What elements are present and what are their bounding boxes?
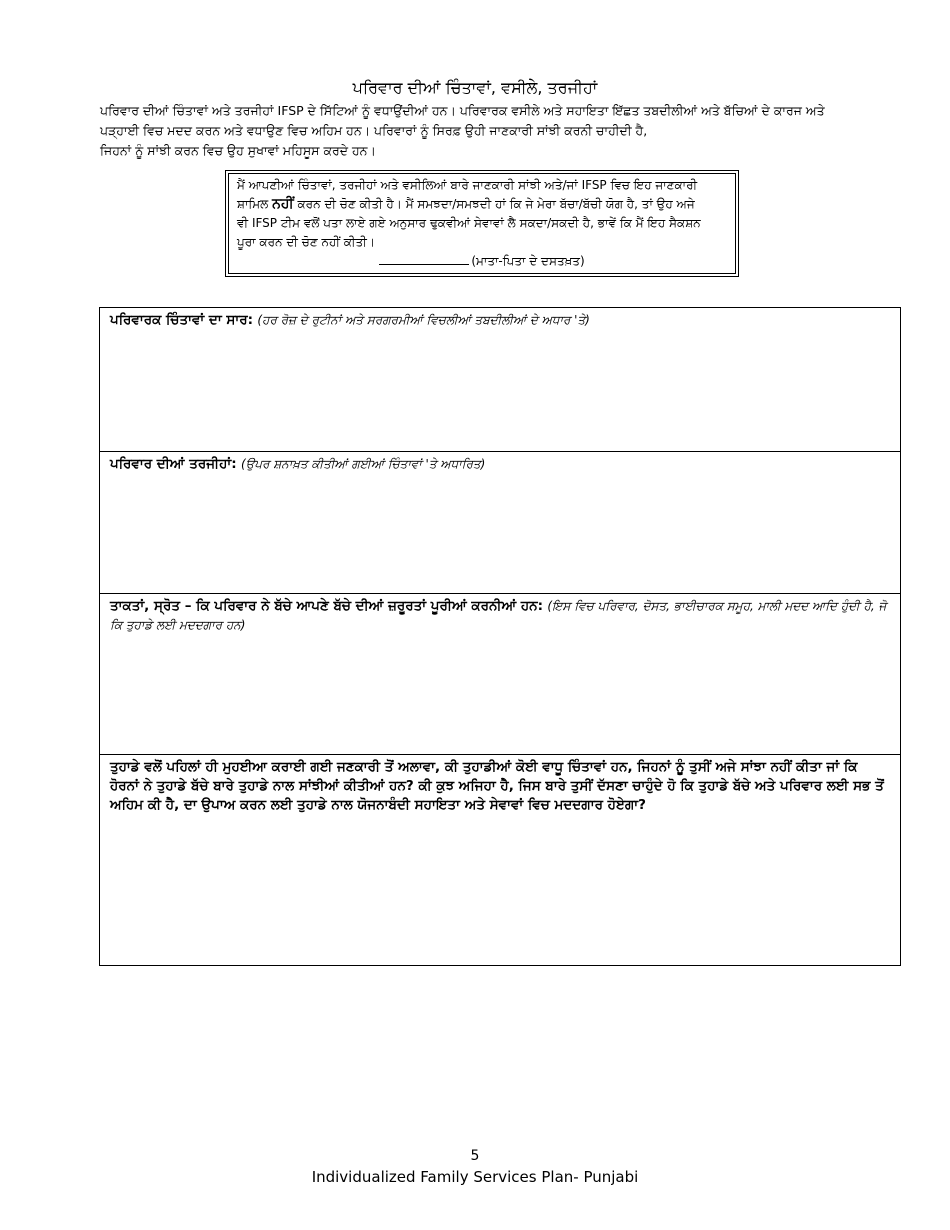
section-note: (ਹਰ ਰੋਜ਼ ਦੇ ਰੁਟੀਨਾਂ ਅਤੇ ਸਰਗਰਮੀਆਂ ਵਿਚਲੀਆਂ ਤਬਦੀਲੀਆਂ ਦੇ ਅਧਾਰ 'ਤੇ) <box>257 313 590 327</box>
consent-not-emphasis: ਨਹੀਂ <box>272 196 294 212</box>
opt-out-consent-inner <box>228 173 736 274</box>
family-priorities-field[interactable] <box>100 451 900 593</box>
family-concerns-summary-field[interactable] <box>100 308 900 451</box>
section-note: (ਇਸ ਵਿਚ ਪਰਿਵਾਰ, ਦੋਸਤ, ਭਾਈਚਾਰਕ ਸਮੂਹ, ਮਾਲੀ ਮਦਦ ਆਦਿ ਹੁੰਦੀ ਹੈ, ਜੋ ਕਿ ਤੁਹਾਡੇ ਲਈ ਮਦਦਗਾਰ ਹਨ) <box>110 599 887 632</box>
consent-line-4: ਪੂਰਾ ਕਰਨ ਦੀ ਚੋਣ ਨਹੀਂ ਕੀਤੀ। <box>237 235 375 249</box>
family-info-table <box>99 307 901 966</box>
section-heading: ਪਰਿਵਾਰ ਦੀਆਂ ਤਰਜੀਹਾਂ: <box>110 456 237 472</box>
section-heading: ਤਾਕਤਾਂ, ਸ੍ਰੋਤ – ਕਿ ਪਰਿਵਾਰ ਨੇ ਬੱਚੇ ਆਪਣੇ ਬੱਚੇ ਦੀਆਂ ਜ਼ਰੂਰਤਾਂ ਪੂਰੀਆਂ ਕਰਨੀਆਂ ਹਨ: <box>110 598 544 614</box>
page-number: 5 <box>470 1148 480 1164</box>
section-heading: ਪਰਿਵਾਰਕ ਚਿੰਤਾਵਾਂ ਦਾ ਸਾਰ: <box>110 312 254 328</box>
strengths-resources-field[interactable] <box>100 593 900 754</box>
signature-label: (ਮਾਤਾ-ਪਿਤਾ ਦੇ ਦਸਤਖ਼ਤ) <box>471 254 585 268</box>
consent-line-2-post: ਕਰਨ ਦੀ ਚੋਣ ਕੀਤੀ ਹੈ। ਮੈਂ ਸਮਝਦਾ/ਸਮਝਦੀ ਹਾਂ ਕਿ ਜੇ ਮੇਰਾ ਬੱਚਾ/ਬੱਚੀ ਯੋਗ ਹੈ, ਤਾਂ ਉਹ ਅਜੇ <box>293 197 695 211</box>
intro-line-3: ਜਿਹਨਾਂ ਨੂੰ ਸਾਂਝੀ ਕਰਨ ਵਿਚ ਉਹ ਸੁਖਾਵਾਂ ਮਹਿਸੂਸ ਕਰਦੇ ਹਨ। <box>100 143 376 158</box>
intro-line-1: ਪਰਿਵਾਰ ਦੀਆਂ ਚਿੰਤਾਵਾਂ ਅਤੇ ਤਰਜੀਹਾਂ IFSP ਦੇ ਸਿੱਟਿਆਂ ਨੂੰ ਵਧਾਉਂਦੀਆਂ ਹਨ। ਪਰਿਵਾਰਕ ਵਸੀਲੇ ਅਤੇ ਸਹਾਇਤਾ ਇੱਛਤ ਤਬਦੀਲੀਆਂ ਅਤੇ ਬੱਚਿਆਂ ਦੇ ਕਾਰਜ ਅਤੇ <box>100 103 825 118</box>
consent-line-2 <box>237 195 727 214</box>
parent-signature-field[interactable] <box>237 252 727 271</box>
footer-document-title: Individualized Family Services Plan- Punjabi <box>311 1168 639 1186</box>
page-title: ਪਰਿਵਾਰ ਦੀਆਂ ਚਿੰਤਾਵਾਂ, ਵਸੀਲੇ, ਤਰਜੀਹਾਂ <box>352 78 598 97</box>
section-note: (ਉਪਰ ਸ਼ਨਾਖ਼ਤ ਕੀਤੀਆਂ ਗਈਆਂ ਚਿੰਤਾਵਾਂ 'ਤੇ ਅਧਾਰਿਤ) <box>240 457 486 471</box>
signature-line[interactable] <box>379 252 469 265</box>
consent-line-3: ਵੀ IFSP ਟੀਮ ਵਲੋਂ ਪਤਾ ਲਾਏ ਗਏ ਅਨੁਸਾਰ ਢੁਕਵੀਆਂ ਸੇਵਾਵਾਂ ਲੈ ਸਕਦਾ/ਸਕਦੀ ਹੈ, ਭਾਵੇਂ ਕਿ ਮੈਂ ਇਹ ਸੈਕਸ਼ਨ <box>237 216 701 230</box>
opt-out-consent-box <box>225 170 739 277</box>
intro-paragraph <box>100 101 860 161</box>
consent-line-1: ਮੈਂ ਆਪਣੀਆਂ ਚਿੰਤਾਵਾਂ, ਤਰਜੀਹਾਂ ਅਤੇ ਵਸੀਲਿਆਂ ਬਾਰੇ ਜਾਣਕਾਰੀ ਸਾਂਝੀ ਅਤੇ/ਜਾਂ IFSP ਵਿਚ ਇਹ ਜਾਣਕਾਰੀ <box>237 178 698 192</box>
section-heading: ਤੁਹਾਡੇ ਵਲੋਂ ਪਹਿਲਾਂ ਹੀ ਮੁਹਈਆ ਕਰਾਈ ਗਈ ਜਣਕਾਰੀ ਤੋਂ ਅਲਾਵਾ, ਕੀ ਤੁਹਾਡੀਆਂ ਕੋਈ ਵਾਧੂ ਚਿੰਤਾਵਾਂ ਹਨ, ਜਿਹਨਾਂ ਨੂੰ ਤੁਸੀਂ ਅਜੇ ਸਾਂਝਾ ਨਹੀਂ ਕੀਤਾ ਜਾਂ ਕਿ ਹੋਰਨਾਂ ਨੇ ਤੁਹਾਡੇ ਬੱਚੇ ਬਾਰੇ ਤੁਹਾਡੇ ਨਾਲ ਸਾਂਝੀਆਂ ਕੀਤੀਆਂ ਹਨ? ਕੀ ਕੁਝ ਅਜਿਹਾ ਹੈ, ਜਿਸ ਬਾਰੇ ਤੁਸੀਂ ਦੱਸਣਾ ਚਾਹੁੰਦੇ ਹੋ ਕਿ ਤੁਹਾਡੇ ਬੱਚੇ ਅਤੇ ਪਰਿਵਾਰ ਲਈ ਸਭ ਤੋਂ ਅਹਿਮ ਕੀ ਹੈ, ਦਾ ਉਪਾਅ ਕਰਨ ਲਈ ਤੁਹਾਡੇ ਨਾਲ ਯੋਜਨਾਬੰਦੀ ਸਹਾਇਤਾ ਅਤੇ ਸੇਵਾਵਾਂ ਵਿਚ ਮਦਦਗਾਰ ਹੋਏਗਾ? <box>110 759 884 813</box>
additional-concerns-field[interactable] <box>100 754 900 965</box>
consent-line-2-pre: ਸ਼ਾਮਿਲ <box>237 197 273 211</box>
intro-line-2: ਪੜ੍ਹਾਈ ਵਿਚ ਮਦਦ ਕਰਨ ਅਤੇ ਵਧਾਉਣ ਵਿਚ ਅਹਿਮ ਹਨ। ਪਰਿਵਾਰਾਂ ਨੂੰ ਸਿਰਫ਼ ਉਹੀ ਜਾਣਕਾਰੀ ਸਾਂਝੀ ਕਰਨੀ ਚਾਹੀਦੀ ਹੈ, <box>100 123 648 138</box>
